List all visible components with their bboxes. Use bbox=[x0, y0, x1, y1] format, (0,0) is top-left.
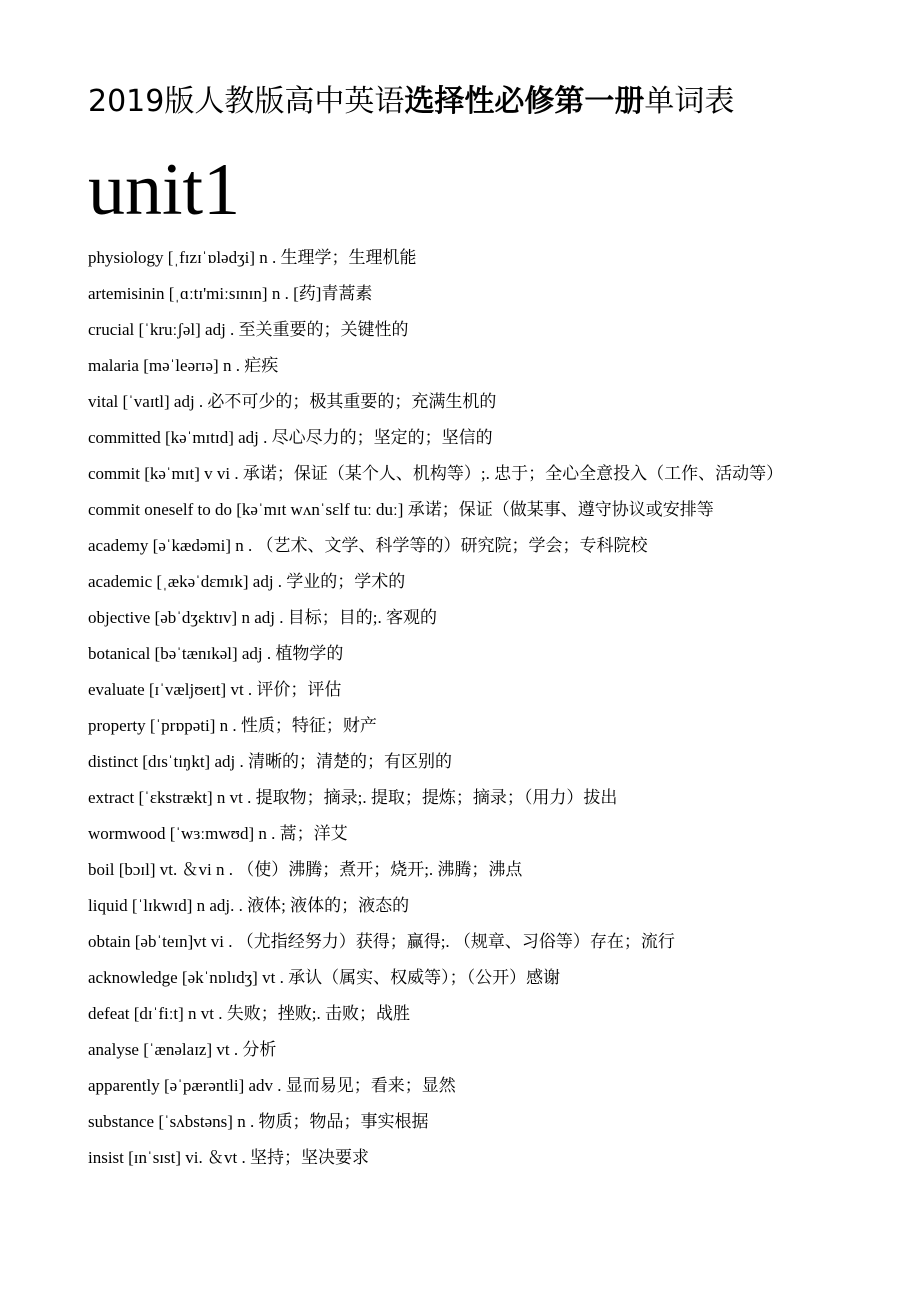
title-regular-suffix: 单词表 bbox=[644, 84, 735, 119]
vocabulary-entry: physiology [ˌfɪzɪˈɒlədʒi] n . 生理学；生理机能 bbox=[88, 248, 417, 267]
vocabulary-entry: property [ˈprɒpəti] n . 性质；特征；财产 bbox=[88, 716, 377, 735]
vocabulary-entry: distinct [dɪsˈtɪŋkt] adj . 清晰的；清楚的；有区别的 bbox=[88, 752, 452, 771]
vocabulary-entry: malaria [məˈleərɪə] n . 疟疾 bbox=[88, 356, 279, 375]
vocabulary-entry: boil [bɔɪl] vt. ＆vi n . （使）沸腾；煮开；烧开;. 沸腾；沸点 bbox=[88, 860, 523, 879]
vocabulary-entry: academy [əˈkædəmi] n . （艺术、文学、科学等的）研究院；学会；专科院校 bbox=[88, 536, 648, 555]
vocabulary-entry: acknowledge [əkˈnɒlɪdʒ] vt . 承认（属实、权威等）；（公开）感谢 bbox=[88, 968, 561, 987]
vocabulary-entry: extract [ˈɛkstrækt] n vt . 提取物；摘录;. 提取；提炼；摘录；（用力）拔出 bbox=[88, 788, 618, 807]
vocabulary-entry: objective [əbˈdʒɛktɪv] n adj . 目标；目的;. 客观的 bbox=[88, 608, 437, 627]
vocabulary-entry: committed [kəˈmɪtɪd] adj . 尽心尽力的；坚定的；坚信的 bbox=[88, 428, 493, 447]
title-bold-part: 选择性必修第一册 bbox=[404, 84, 645, 119]
vocabulary-entry: apparently [əˈpærəntli] adv . 显而易见；看来；显然 bbox=[88, 1076, 456, 1095]
vocabulary-list bbox=[88, 240, 848, 1176]
vocabulary-entry: liquid [ˈlɪkwɪd] n adj. . 液体; 液体的；液态的 bbox=[88, 896, 410, 915]
vocabulary-entry: evaluate [ɪˈvæljʊeɪt] vt . 评价；评估 bbox=[88, 680, 342, 699]
vocabulary-entry: wormwood [ˈwɜːmwʊd] n . 蒿；洋艾 bbox=[88, 824, 348, 843]
vocabulary-entry: academic [ˌækəˈdɛmɪk] adj . 学业的；学术的 bbox=[88, 572, 406, 591]
vocabulary-entry: commit [kəˈmɪt] v vi . 承诺；保证（某个人、机构等）;. 忠于；全心全意投入（工作、活动等） bbox=[88, 464, 784, 483]
vocabulary-entry: analyse [ˈænəlaɪz] vt . 分析 bbox=[88, 1040, 277, 1059]
title-regular-prefix: 2019版人教版高中英语 bbox=[88, 84, 405, 119]
vocabulary-entry: crucial [ˈkruːʃəl] adj . 至关重要的；关键性的 bbox=[88, 320, 409, 339]
vocabulary-entry: vital [ˈvaɪtl] adj . 必不可少的；极其重要的；充满生机的 bbox=[88, 392, 497, 411]
vocabulary-entry: artemisinin [ˌɑːtɪ'miːsɪnɪn] n . [药]青蒿素 bbox=[88, 284, 373, 303]
unit-heading: unit1 bbox=[88, 149, 241, 231]
vocabulary-entry: insist [ɪnˈsɪst] vi. ＆vt . 坚持；坚决要求 bbox=[88, 1148, 369, 1167]
vocabulary-entry: commit oneself to do [kəˈmɪt wʌnˈsɛlf tuː duː] 承诺；保证（做某事、遵守协议或安排等 bbox=[88, 500, 714, 519]
vocabulary-entry: defeat [dɪˈfiːt] n vt . 失败；挫败;. 击败；战胜 bbox=[88, 1004, 411, 1023]
vocabulary-entry: substance [ˈsʌbstəns] n . 物质；物品；事实根据 bbox=[88, 1112, 429, 1131]
document-title bbox=[88, 82, 734, 122]
vocabulary-entry: obtain [əbˈteɪn]vt vi . （尤指经努力）获得；赢得;. （规章、习俗等）存在；流行 bbox=[88, 932, 675, 951]
vocabulary-entry: botanical [bəˈtænɪkəl] adj . 植物学的 bbox=[88, 644, 344, 663]
